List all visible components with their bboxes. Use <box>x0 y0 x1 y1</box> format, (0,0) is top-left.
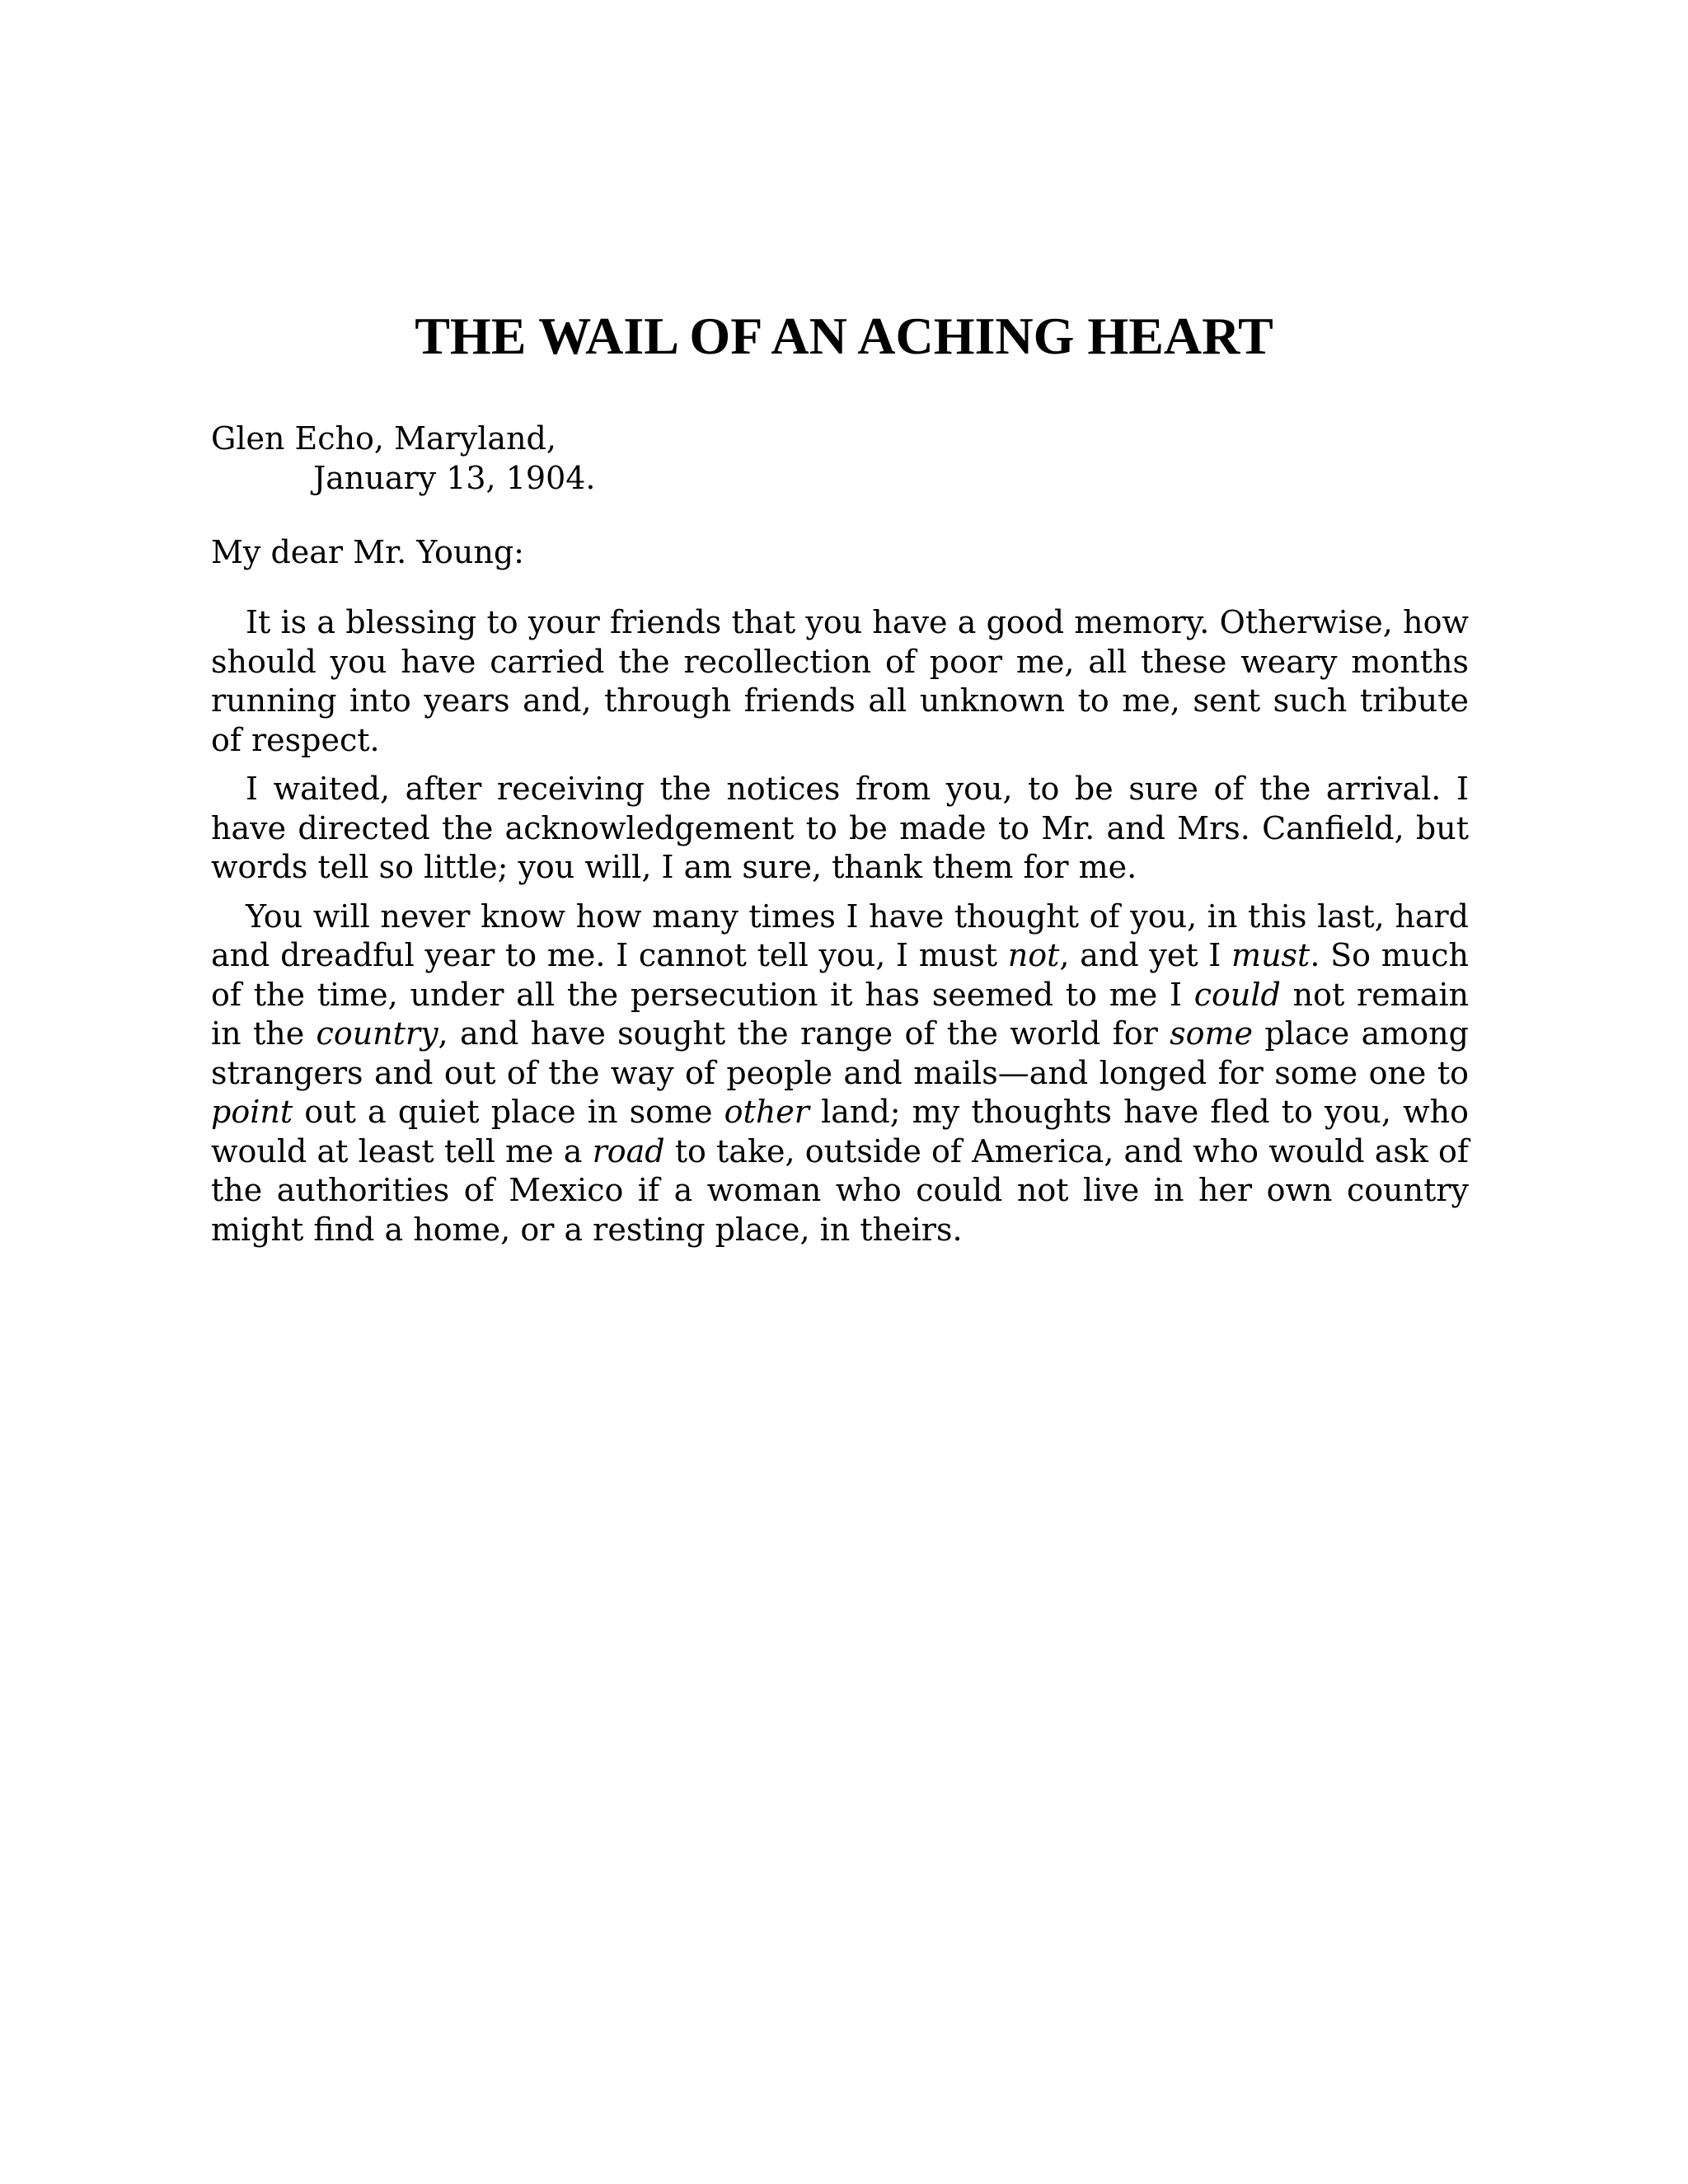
dateline <box>211 419 596 498</box>
emphasis: some <box>1170 1015 1254 1052</box>
emphasis: other <box>724 1094 809 1130</box>
dateline-place: Glen Echo, Maryland, <box>211 420 556 457</box>
letter-body <box>211 603 1469 1259</box>
paragraph-2: I waited, after receiving the notices from you, to be sure of the arrival. I have directed the acknowledgement to be made to Mr. and Mrs. Canfield, but words tell so little; you will, I am sure, thank them for me. <box>211 771 1469 885</box>
text-run: to take, outside of America, and who would ask of the authorities of Mexico if a woman who could not live in her own country might find a home, or a resting place, in theirs. <box>211 1132 1469 1248</box>
emphasis: could <box>1193 976 1281 1013</box>
text-run: , and have sought the range of the world for <box>438 1015 1170 1052</box>
page-title: THE WAIL OF AN ACHING HEART <box>415 307 1273 365</box>
text-run: place among strangers and out of the way of people and mails—and longed for some one to <box>211 1015 1469 1091</box>
text-run: . So much of the time, under all the persecution it has seemed to me I <box>211 937 1469 1013</box>
emphasis: country <box>316 1015 438 1052</box>
text-run: out a quiet place in some <box>293 1094 724 1130</box>
salutation: My dear Mr. Young: <box>211 534 524 570</box>
dateline-date: January 13, 1904. <box>313 460 596 496</box>
text-run: not remain in the <box>211 976 1470 1052</box>
text-run: , and yet I <box>1059 937 1232 973</box>
text-run: land; my thoughts have fled to you, who would at least tell me a <box>211 1094 1469 1169</box>
emphasis: must <box>1231 937 1311 973</box>
paragraph-1: It is a blessing to your friends that you have a good memory. Otherwise, how should you have carried the recollection of poor me, all these weary months running into years and, through friends all unknown to me, sent such tribute of respect. <box>211 604 1469 758</box>
emphasis: not <box>1007 937 1060 973</box>
emphasis: road <box>592 1132 665 1169</box>
paragraph-3 <box>211 898 1469 1250</box>
text-run: You will never know how many times I have thought of you, in this last, hard and dreadful year to me. I cannot tell you, I must <box>211 898 1469 973</box>
emphasis: point <box>211 1094 293 1130</box>
